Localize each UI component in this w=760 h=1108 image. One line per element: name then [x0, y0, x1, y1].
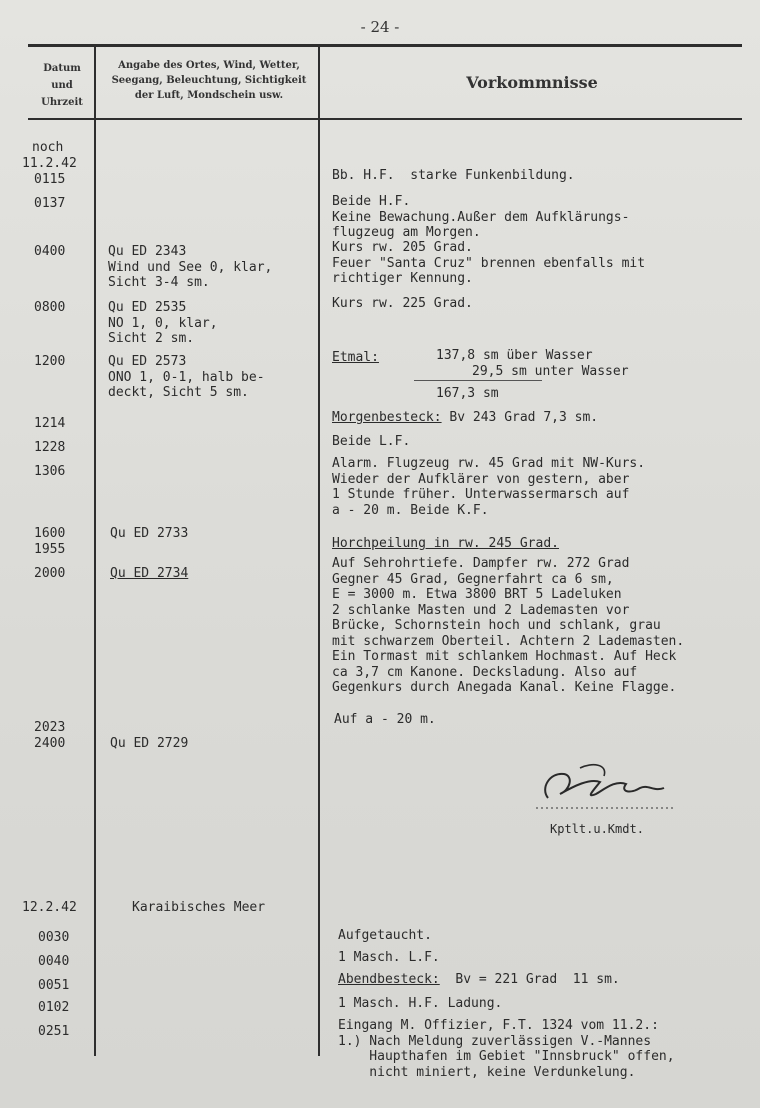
commander-signature	[530, 758, 680, 818]
etmal-line-1: 137,8 sm über Wasser	[436, 348, 593, 363]
time-2000: 2000	[34, 566, 66, 581]
time-0251: 0251	[38, 1024, 70, 1039]
time-1306: 1306	[34, 464, 66, 479]
header-rule	[28, 118, 742, 120]
event-1228: Beide L.F.	[332, 434, 411, 449]
event-2000: Auf Sehrohrtiefe. Dampfer rw. 272 Grad Gegner 45 Grad, Gegnerfahrt ca 6 sm, E = 3000 m. Etwa 3800 BRT 5 Ladeluken 2 schlanke Masten und 2 Lademasten vor Brücke, Schornstein hoch und schlank, grau mit schwarzem Oberteil. Achtern 2 Lademasten. Ein Tormast mit schlankem Hochmast. Auf Heck ca 3,7 cm Kanone. Decksladung. Also auf Gegenkurs durch Anegada Kanal. Keine Flagge.	[332, 556, 685, 695]
event-0040: 1 Masch. L.F.	[338, 950, 440, 965]
etmal-sum: 167,3 sm	[436, 386, 499, 401]
etmal-label: Etmal:	[332, 350, 379, 365]
time-0400: 0400	[34, 244, 66, 259]
event-0102: 1 Masch. H.F. Ladung.	[338, 996, 503, 1011]
event-0251: Eingang M. Offizier, F.T. 1324 vom 11.2.: 1.) Nach Meldung zuverlässigen V.-Mannes Haupthafen im Gebiet "Innsbruck" offen, nicht miniert, keine Verdunkelung.	[338, 1018, 675, 1080]
time-1955: 1955	[34, 542, 66, 557]
event-0051	[338, 972, 620, 988]
time-2400: 2400	[34, 736, 66, 751]
time-2023: 2023	[34, 720, 66, 735]
event-1214	[332, 410, 598, 426]
header-location: Angabe des Ortes, Wind, Wetter, Seegang, Beleuchtung, Sichtigkeit der Luft, Mondschein usw.	[111, 60, 307, 101]
date-12-2-42: 12.2.42	[22, 900, 77, 915]
etmal-line-2: 29,5 sm unter Wasser	[472, 364, 629, 379]
place-2000: Qu ED 2734	[110, 566, 189, 581]
event-0137: Beide H.F. Keine Bewachung.Außer dem Aufklärungs- flugzeug am Morgen.	[332, 194, 630, 240]
signature-title: Kptlt.u.Kmdt.	[550, 822, 644, 836]
page-number: - 24 -	[360, 18, 400, 36]
date-11-2-42: 11.2.42	[22, 156, 77, 171]
abendbesteck-value: Bv = 221 Grad 11 sm.	[439, 972, 620, 987]
time-0051: 0051	[38, 978, 70, 993]
place-0400: Qu ED 2343 Wind und See 0, klar, Sicht 3-4 sm.	[108, 244, 273, 290]
event-0800: Kurs rw. 225 Grad.	[332, 296, 473, 311]
time-1200: 1200	[34, 354, 66, 369]
column-divider-1	[94, 46, 96, 1056]
time-0137: 0137	[34, 196, 66, 211]
time-noch: noch	[32, 140, 64, 155]
place-2400: Qu ED 2729	[110, 736, 189, 751]
time-1228: 1228	[34, 440, 66, 455]
morgenbesteck-label: Morgenbesteck:	[332, 410, 442, 425]
time-1214: 1214	[34, 416, 66, 431]
time-0800: 0800	[34, 300, 66, 315]
time-0040: 0040	[38, 954, 70, 969]
event-2023: Auf a - 20 m.	[334, 712, 436, 727]
time-1600: 1600	[34, 526, 66, 541]
column-divider-2	[318, 46, 320, 1056]
header-date-time: Datum und Uhrzeit	[41, 63, 83, 108]
event-0030: Aufgetaucht.	[338, 928, 432, 943]
time-0115: 0115	[34, 172, 66, 187]
event-1306: Alarm. Flugzeug rw. 45 Grad mit NW-Kurs. Wieder der Aufklärer von gestern, aber 1 Stunde früher. Unterwassermarsch auf a - 20 m. Beide K.F.	[332, 456, 646, 518]
time-0102: 0102	[38, 1000, 70, 1015]
event-0400: Kurs rw. 205 Grad. Feuer "Santa Cruz" brennen ebenfalls mit richtiger Kennung.	[332, 240, 646, 286]
place-caribbean: Karaibisches Meer	[132, 900, 266, 915]
place-1200: Qu ED 2573 ONO 1, 0-1, halb be- deckt, Sicht 5 sm.	[108, 354, 265, 400]
morgenbesteck-value: Bv 243 Grad 7,3 sm.	[441, 410, 599, 425]
time-0030: 0030	[38, 930, 70, 945]
header-events: Vorkommnisse	[466, 73, 598, 92]
event-1955: Horchpeilung in rw. 245 Grad.	[332, 536, 559, 551]
top-rule	[28, 44, 742, 47]
place-1600: Qu ED 2733	[110, 526, 189, 541]
event-0115: Bb. H.F. starke Funkenbildung.	[332, 168, 575, 183]
abendbesteck-label: Abendbesteck:	[338, 972, 440, 987]
etmal-sum-rule	[414, 380, 542, 381]
place-0800: Qu ED 2535 NO 1, 0, klar, Sicht 2 sm.	[108, 300, 218, 346]
